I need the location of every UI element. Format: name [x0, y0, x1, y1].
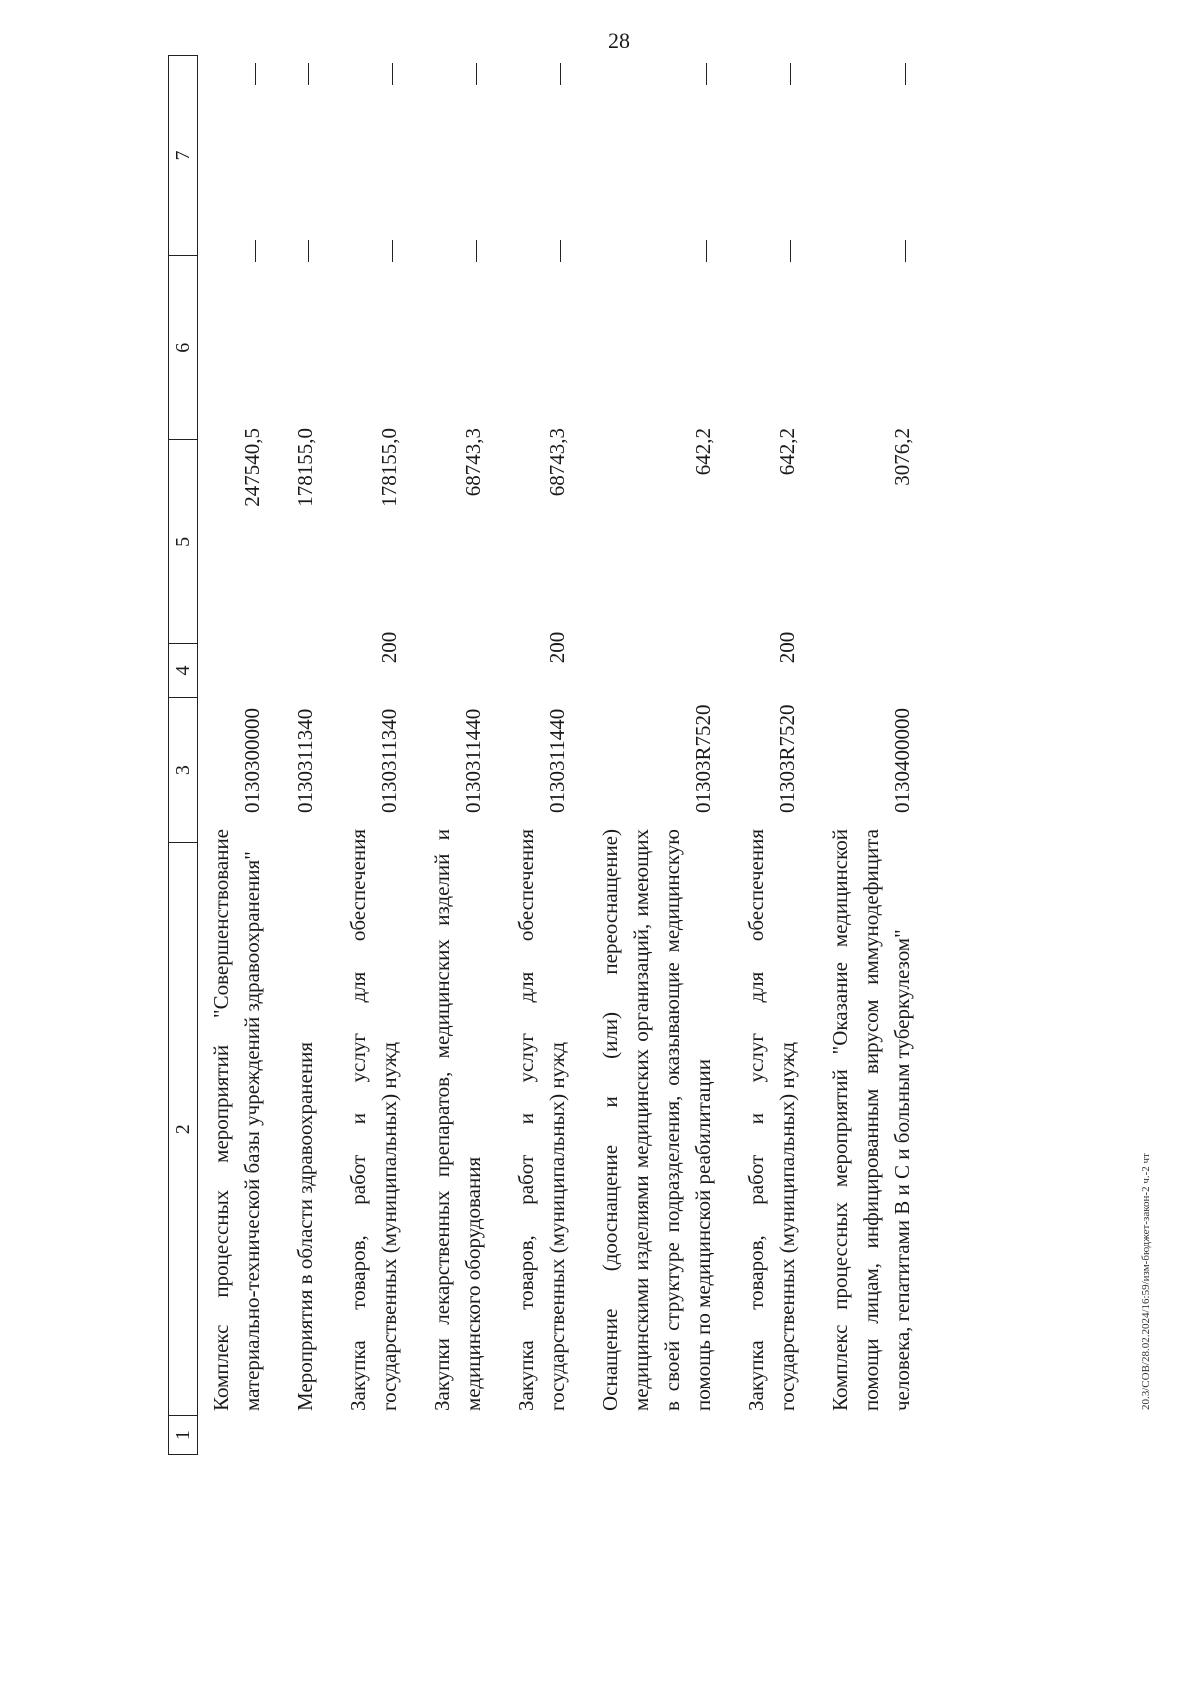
dash-mark	[476, 240, 477, 262]
row-amount: 3076,2	[890, 428, 914, 486]
table-row	[427, 55, 489, 1455]
row-description: Закупка товаров, работ и услуг для обеспечения государственных (муниципальных) нужд	[744, 829, 799, 1411]
row-amount: 642,2	[775, 428, 799, 476]
row-col-6-dash	[476, 220, 489, 410]
row-description: Закупка товаров, работ и услуг для обеспечения государственных (муниципальных) нужд	[514, 829, 569, 1411]
row-expense-type: 200	[775, 631, 799, 664]
row-description: Закупка товаров, работ и услуг для обеспечения государственных (муниципальных) нужд	[346, 829, 401, 1411]
page-number: 28	[608, 28, 630, 53]
table-row	[741, 55, 803, 1455]
dash-mark	[706, 63, 707, 85]
row-col-6-dash	[392, 220, 405, 410]
row-col-7-dash	[392, 55, 405, 220]
row-col-7-dash	[308, 55, 321, 220]
footer-code: 20.3/СОВ/28.02.2024/16:59/изм-бюджет-закон-2 ч.-2 чт	[1140, 1153, 1152, 1410]
column-header-4: 4	[169, 643, 197, 696]
row-amount: 178155,0	[377, 428, 401, 507]
dash-mark	[308, 63, 309, 85]
column-header-5: 5	[169, 439, 197, 643]
row-description: Оснащение (дооснащение и (или) переоснащение) медицинскими изделиями медицинских организаций, имеющих в своей структуре подразделения, оказывающие медицинскую помощь по медицинской реабилитации	[598, 829, 715, 1411]
dash-mark	[392, 63, 393, 85]
row-col-7-dash	[706, 55, 719, 220]
row-code: 01303R7520	[691, 704, 715, 813]
dash-mark	[905, 240, 906, 262]
row-description: Комплекс процессных мероприятий "Оказание медицинской помощи лицам, инфицированным вирусом иммунодефицита человека, гепатитами B и C и больным туберкулезом"	[828, 829, 914, 1411]
dash-mark	[790, 240, 791, 262]
row-col-7-dash	[476, 55, 489, 220]
row-description: Комплекс процессных мероприятий "Совершенствование материально-технической базы учреждений здравоохранения"	[209, 829, 264, 1411]
row-code: 0130311340	[293, 708, 317, 813]
row-amount: 178155,0	[293, 428, 317, 507]
row-expense-type: 200	[377, 631, 401, 664]
row-expense-type: 200	[545, 631, 569, 664]
row-code: 0130311440	[545, 708, 569, 813]
dash-mark	[706, 240, 707, 262]
row-amount: 247540,5	[240, 428, 264, 507]
table-row	[290, 55, 321, 1455]
table-row	[825, 55, 918, 1455]
row-description: Закупки лекарственных препаратов, медицинских изделий и медицинского оборудования	[430, 829, 485, 1411]
row-code: 0130300000	[240, 708, 264, 813]
column-header-2: 2	[169, 842, 197, 1415]
row-col-6-dash	[706, 220, 719, 410]
dash-mark	[255, 63, 256, 85]
dash-mark	[476, 63, 477, 85]
budget-table	[168, 55, 1108, 1455]
row-amount: 642,2	[691, 428, 715, 476]
table-row	[206, 55, 268, 1455]
dash-mark	[392, 240, 393, 262]
dash-mark	[905, 63, 906, 85]
row-col-6-dash	[255, 220, 268, 410]
row-col-6-dash	[905, 220, 918, 410]
row-col-7-dash	[790, 55, 803, 220]
dash-mark	[560, 240, 561, 262]
column-header-1: 1	[169, 1415, 197, 1454]
table-body	[206, 55, 918, 1455]
dash-mark	[560, 63, 561, 85]
column-header-6: 6	[169, 255, 197, 439]
row-code: 0130311340	[377, 708, 401, 813]
row-col-7-dash	[905, 55, 918, 220]
row-code: 0130400000	[890, 708, 914, 813]
row-col-6-dash	[308, 220, 321, 410]
row-col-6-dash	[790, 220, 803, 410]
footer-code-container	[1136, 80, 1158, 1480]
column-header-7: 7	[171, 150, 194, 161]
row-amount: 68743,3	[545, 428, 569, 497]
row-col-7-dash	[560, 55, 573, 220]
dash-mark	[308, 240, 309, 262]
table-row	[343, 55, 405, 1455]
column-header-3: 3	[169, 697, 197, 843]
row-col-6-dash	[560, 220, 573, 410]
row-amount: 68743,3	[461, 428, 485, 497]
dash-mark	[790, 63, 791, 85]
table-header	[168, 55, 198, 1455]
row-description: Мероприятия в области здравоохранения	[293, 1042, 317, 1411]
row-code: 0130311440	[461, 708, 485, 813]
row-col-7-dash	[255, 55, 268, 220]
dash-mark	[255, 240, 256, 262]
table-row	[511, 55, 573, 1455]
row-code: 01303R7520	[775, 704, 799, 813]
table-row	[595, 55, 719, 1455]
